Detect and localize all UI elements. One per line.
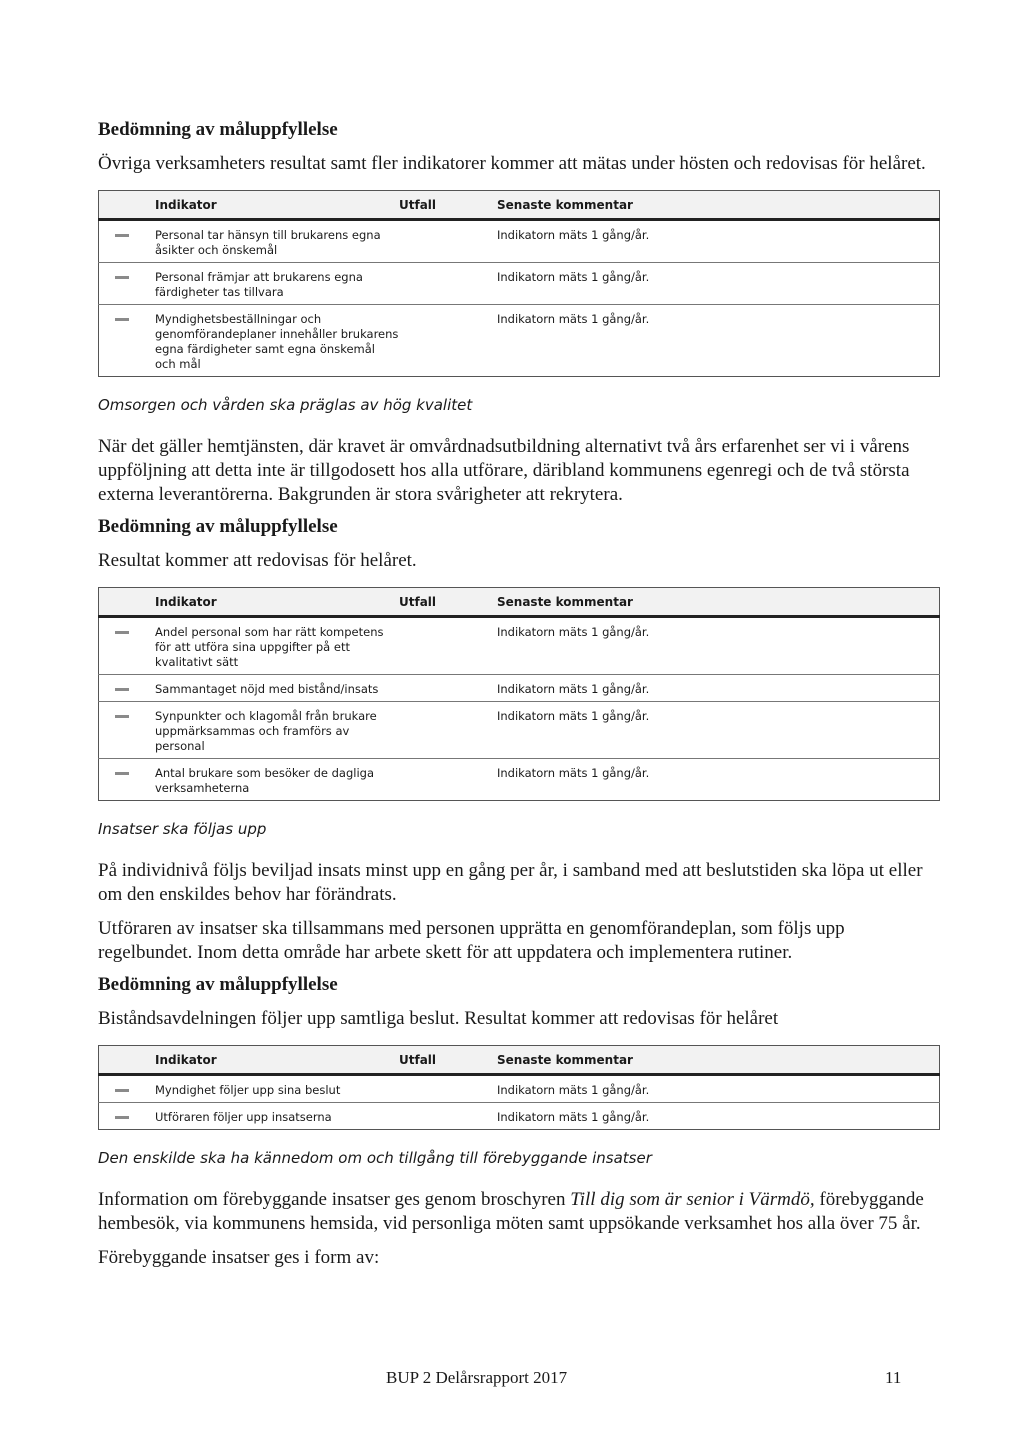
cell-indicator: Myndighet följer upp sina beslut [155,1083,341,1097]
paragraph: När det gäller hemtjänsten, där kravet är omvårdnadsutbildning alternativt två års erfarenhet ser vi i vårens uppföljning att detta inte är tillgodosett hos alla utförare, däribland kommunens egenregi och de två största externa leverantörerna. Bakgrunden är stora svårigheter att rekrytera. [98,436,910,505]
cell-comment: Indikatorn mäts 1 gång/år. [497,1103,940,1130]
table-row [99,1075,940,1103]
table-row [99,617,940,675]
dash-icon [115,631,129,634]
status-column-header [99,1046,156,1075]
dash-icon [115,318,129,321]
cell-outcome [399,220,497,263]
paragraph-text: Information om förebyggande insatser ges genom broschyren [98,1189,571,1210]
paragraph: Förebyggande insatser ges i form av: [98,1247,380,1268]
dash-icon [115,1089,129,1092]
cell-comment: Indikatorn mäts 1 gång/år. [497,625,650,639]
table-row [99,263,940,305]
column-header: Senaste kommentar [497,191,940,220]
subsection-title: Den enskilde ska ha kännedom om och tillgång till förebyggande insatser [98,1149,652,1167]
dash-icon [115,772,129,775]
footer-title: BUP 2 Delårsrapport 2017 [386,1368,568,1387]
cell-outcome [399,702,497,759]
column-header: Utfall [399,588,497,617]
status-cell [99,220,156,263]
status-cell [99,759,156,801]
status-cell [99,1103,156,1130]
status-cell [99,305,156,377]
table-row [99,1103,940,1130]
cell-outcome [399,617,497,675]
cell-comment: Indikatorn mäts 1 gång/år. [497,263,940,305]
paragraph: Utföraren av insatser ska tillsammans med personen upprätta en genomförandeplan, som följs upp regelbundet. Inom detta område har arbete skett för att uppdatera och implementera rutiner. [98,918,845,963]
table-row [99,759,940,801]
column-header: Senaste kommentar [497,1046,940,1075]
indicator-table [98,190,940,377]
cell-indicator: Andel personal som har rätt kompetens för att utföra sina uppgifter på ett kvalitativt sätt [155,625,384,669]
dash-icon [115,688,129,691]
column-header: Utfall [399,191,497,220]
paragraph: Övriga verksamheters resultat samt fler indikatorer kommer att mätas under hösten och redovisas för helåret. [98,153,926,174]
cell-outcome [399,305,497,377]
dash-icon [115,1116,129,1119]
status-cell [99,617,156,675]
dash-icon [115,276,129,279]
cell-comment: Indikatorn mäts 1 gång/år. [497,1083,650,1097]
section-heading: Bedömning av måluppfyllelse [98,119,338,140]
status-cell [99,675,156,702]
cell-comment: Indikatorn mäts 1 gång/år. [497,702,940,759]
page-number: 11 [885,1368,902,1387]
cell-comment: Indikatorn mäts 1 gång/år. [497,228,650,242]
cell-outcome [399,1103,497,1130]
indicator-table [98,1045,940,1130]
cell-outcome [399,759,497,801]
paragraph-text: förebyggande hembesök, via kommunens hemsida, vid personliga möten samt uppsökande verksamhet hos alla över 75 år. [98,1189,924,1234]
cell-comment: Indikatorn mäts 1 gång/år. [497,675,940,702]
cell-comment: Indikatorn mäts 1 gång/år. [497,759,940,801]
table-row [99,675,940,702]
table-row [99,305,940,377]
cell-comment: Indikatorn mäts 1 gång/år. [497,305,940,377]
section-heading: Bedömning av måluppfyllelse [98,516,338,537]
table-row [99,220,940,263]
cell-indicator: Sammantaget nöjd med bistånd/insats [155,675,399,702]
cell-indicator: Synpunkter och klagomål från brukare uppmärksammas och framförs av personal [155,702,399,759]
status-cell [99,702,156,759]
status-column-header [99,191,156,220]
dash-icon [115,234,129,237]
column-header: Senaste kommentar [497,588,940,617]
subsection-title: Insatser ska följas upp [98,820,267,838]
status-cell [99,1075,156,1103]
document-body [98,118,940,1270]
cell-indicator: Personal tar hänsyn till brukarens egna åsikter och önskemål [155,228,381,257]
section-heading: Bedömning av måluppfyllelse [98,974,338,995]
paragraph: På individnivå följs beviljad insats minst upp en gång per år, i samband med att beslutstiden ska löpa ut eller om den enskildes behov har förändrats. [98,860,923,905]
status-cell [99,263,156,305]
column-header: Indikator [155,191,399,220]
status-column-header [99,588,156,617]
paragraph: Biståndsavdelningen följer upp samtliga beslut. Resultat kommer att redovisas för helåret [98,1008,779,1029]
cell-outcome [399,263,497,305]
column-header: Indikator [155,588,399,617]
table-row [99,702,940,759]
paragraph: Resultat kommer att redovisas för helåret. [98,550,417,571]
dash-icon [115,715,129,718]
cell-indicator: Utföraren följer upp insatserna [155,1103,399,1130]
column-header: Utfall [399,1046,497,1075]
cell-outcome [399,1075,497,1103]
cell-outcome [399,675,497,702]
subsection-title: Omsorgen och vården ska präglas av hög kvalitet [98,396,473,414]
paragraph [98,1188,940,1236]
indicator-table [98,587,940,801]
column-header: Indikator [155,1046,399,1075]
cell-indicator: Myndighetsbeställningar och genomförandeplaner innehåller brukarens egna färdigheter samt egna önskemål och mål [155,305,399,377]
brochure-title: Till dig som är senior i Värmdö, [570,1189,815,1210]
cell-indicator: Antal brukare som besöker de dagliga verksamheterna [155,759,399,801]
cell-indicator: Personal främjar att brukarens egna färdigheter tas tillvara [155,263,399,305]
